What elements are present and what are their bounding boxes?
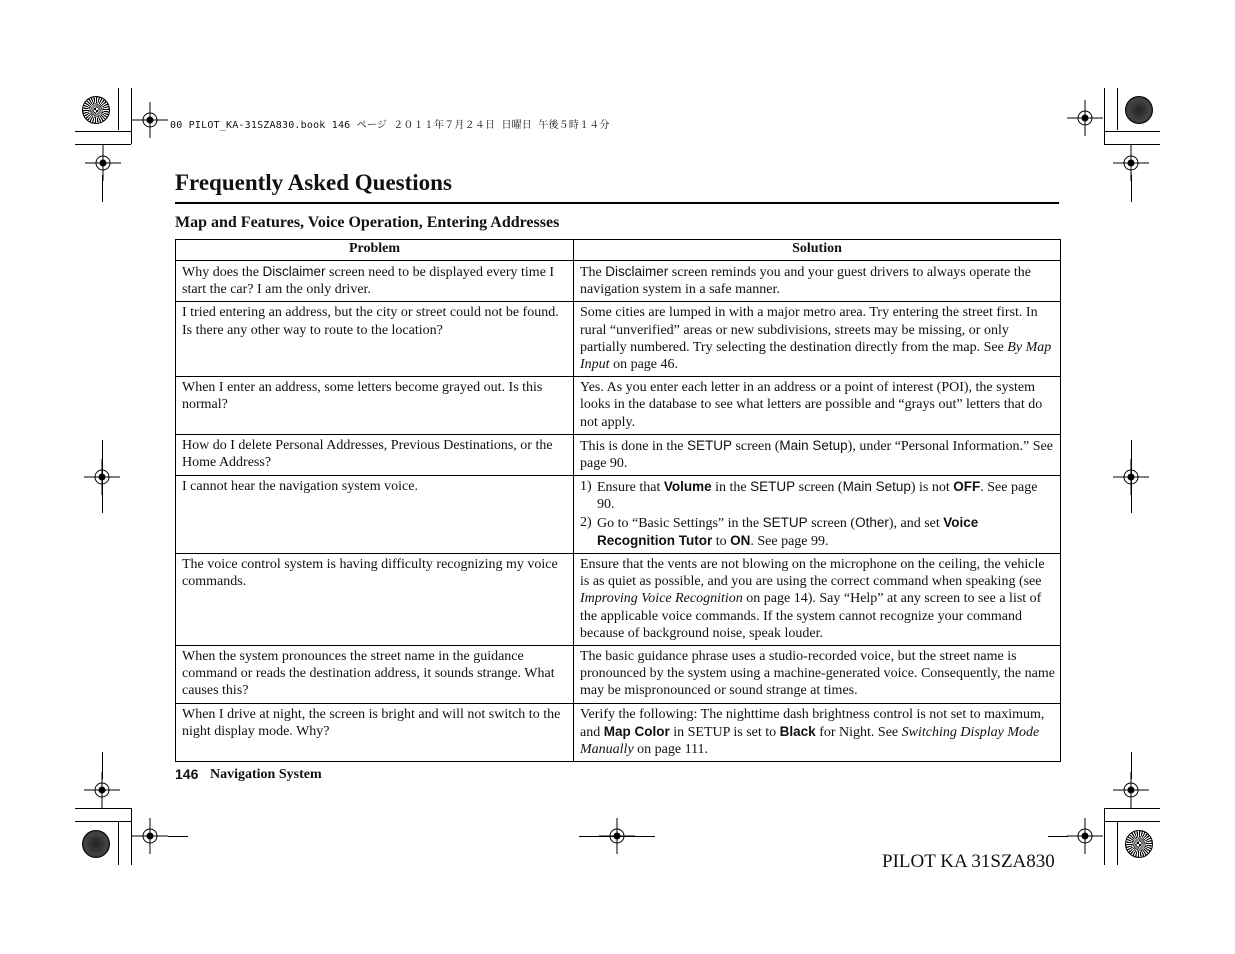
crop-line — [1104, 808, 1105, 865]
ui-term: Main Setup — [779, 437, 848, 453]
crop-line — [75, 131, 131, 132]
solution-cell — [574, 703, 1061, 762]
registration-crosshair-icon — [132, 102, 168, 138]
crop-line — [118, 88, 119, 130]
table-row — [176, 377, 1061, 435]
list-item-text: Go to “Basic Settings” in the SETUP screen (Other), and set Voice Recognition Tutor to ON. See page 99. — [597, 514, 979, 549]
solution-cell: Yes. As you enter each letter in an address or a point of interest (POI), the system looks in the database to see what letters are possible and “grays out” letters that do not apply. — [574, 377, 1061, 435]
solution-text: Ensure that the vents are not blowing on the microphone on the ceiling, the vehicle is as quiet as possible, and you are using the correct command when speaking (see — [580, 557, 1045, 590]
table-row — [176, 554, 1061, 646]
registration-crosshair-icon — [85, 145, 121, 181]
solution-text: in SETUP is set to — [669, 724, 780, 740]
solution-cell — [574, 554, 1061, 646]
crop-line — [579, 836, 655, 837]
ui-term: SETUP — [750, 479, 796, 495]
crop-line — [1104, 808, 1160, 809]
ui-term: SETUP — [686, 437, 732, 453]
section-heading: Map and Features, Voice Operation, Entering Addresses — [175, 214, 560, 231]
problem-cell: When the system pronounces the street name in the guidance command or reads the destination address, it sounds strange. What causes this? — [176, 646, 574, 704]
crop-line — [1048, 836, 1068, 837]
solution-text: Some cities are lumped in with a major metro area. Try entering the street first. In rural “unverified” areas or new subdivisions, streets may be missing, or only partially numbered. Try selecting the destination directly from the map. See — [580, 305, 1038, 355]
crop-line — [1104, 821, 1160, 822]
ui-term: Main Setup — [842, 479, 911, 495]
table-row — [176, 261, 1061, 302]
problem-text: screen need to be displayed every time I start the car? I am the only driver. — [182, 265, 555, 298]
crop-line — [168, 836, 188, 837]
ui-term: Other — [855, 514, 889, 530]
solution-text: on page 111. — [633, 742, 709, 758]
solution-text: ), under “Personal Information.” See page 90. — [580, 438, 1053, 472]
title-rule — [175, 202, 1059, 204]
column-header-problem: Problem — [176, 240, 574, 261]
registration-crosshair-icon — [1067, 818, 1103, 854]
solution-cell — [574, 434, 1061, 475]
problem-text: Why does the — [182, 265, 263, 280]
list-number: 2) — [580, 514, 592, 530]
solution-text: This is done in the — [580, 438, 687, 454]
table-row — [176, 703, 1061, 762]
table-row — [176, 646, 1061, 704]
registration-crosshair-icon — [84, 459, 120, 495]
document-code: PILOT KA 31SZA830 — [882, 851, 1055, 872]
ui-term: Disclaimer — [605, 264, 669, 279]
registration-rosette-icon — [82, 830, 110, 858]
cross-reference: Switching Display Mode Manually — [580, 724, 1040, 758]
registration-crosshair-icon — [132, 818, 168, 854]
crop-line — [102, 175, 103, 202]
problem-cell: When I enter an address, some letters become grayed out. Is this normal? — [176, 377, 574, 435]
table-row — [176, 434, 1061, 475]
table-row — [176, 302, 1061, 377]
registration-rosette-icon — [1125, 830, 1153, 858]
solution-text: screen ( — [731, 438, 780, 454]
cross-reference: Improving Voice Recognition — [580, 591, 743, 607]
print-header-stamp: 00 PILOT_KA-31SZA830.book 146 ページ ２０１１年７月２４日 日曜日 午後５時１４分 — [170, 120, 610, 131]
registration-crosshair-icon — [1113, 459, 1149, 495]
crop-line — [1104, 131, 1160, 132]
registration-crosshair-icon — [84, 772, 120, 808]
table-header-row — [176, 240, 1061, 261]
ui-term: SETUP — [762, 514, 808, 530]
footer-label: Navigation System — [210, 767, 322, 782]
ui-term: Map Color — [603, 723, 670, 739]
ui-term: OFF — [953, 479, 981, 495]
solution-text: on page 14). Say “Help” at any screen to see a list of the applicable voice commands. If the system cannot recognize your command because of background noise, speak louder. — [580, 591, 1042, 641]
crop-line — [1117, 88, 1118, 130]
ui-term: Volume — [663, 479, 712, 495]
page-title: Frequently Asked Questions — [175, 170, 452, 195]
faq-table — [175, 239, 1061, 762]
crop-line — [75, 808, 131, 809]
solution-cell — [574, 261, 1061, 302]
solution-text: screen reminds you and your guest drivers to always operate the navigation system in a safe manner. — [580, 265, 1032, 298]
solution-text: for Night. See — [815, 724, 902, 740]
ui-term: Black — [779, 723, 816, 739]
ui-term: ON — [730, 532, 751, 548]
table-row — [176, 476, 1061, 554]
problem-cell: How do I delete Personal Addresses, Previous Destinations, or the Home Address? — [176, 434, 574, 475]
solution-text: Verify the following: The nighttime dash brightness control is not set to maximum, and — [580, 706, 1045, 740]
registration-crosshair-icon — [1113, 772, 1149, 808]
list-number: 1) — [580, 479, 592, 495]
problem-cell: I cannot hear the navigation system voice. — [176, 476, 574, 554]
list-item — [580, 478, 1055, 513]
crop-line — [1117, 821, 1118, 865]
ui-term: Voice Recognition Tutor — [597, 514, 979, 548]
crop-line — [75, 821, 131, 822]
list-item — [580, 514, 1055, 550]
crop-line — [1131, 175, 1132, 202]
registration-crosshair-icon — [1067, 100, 1103, 136]
cross-reference: By Map Input — [580, 339, 1052, 373]
solution-cell: The basic guidance phrase uses a studio-recorded voice, but the street name is pronounced by the system using a machine-generated voice. Consequently, the name may be mispronounced or sound strange at times. — [574, 646, 1061, 704]
problem-cell: When I drive at night, the screen is bright and will not switch to the night display mode. Why? — [176, 703, 574, 762]
registration-rosette-icon — [1125, 96, 1153, 124]
solution-text: The — [580, 265, 606, 280]
page-number: 146 — [175, 766, 199, 782]
solution-text: on page 46. — [609, 357, 678, 373]
list-item-text: Ensure that Volume in the SETUP screen (Main Setup) is not OFF. See page 90. — [597, 479, 1038, 513]
crop-line — [118, 821, 119, 865]
solution-cell — [574, 302, 1061, 377]
ui-term: Disclaimer — [262, 264, 326, 279]
solution-cell — [574, 476, 1061, 554]
column-header-solution: Solution — [574, 240, 1061, 261]
problem-cell: I tried entering an address, but the city or street could not be found. Is there any other way to route to the location? — [176, 302, 574, 377]
crop-line — [1104, 88, 1105, 144]
problem-cell: The voice control system is having difficulty recognizing my voice commands. — [176, 554, 574, 646]
registration-rosette-icon — [82, 96, 110, 124]
problem-cell — [176, 261, 574, 302]
